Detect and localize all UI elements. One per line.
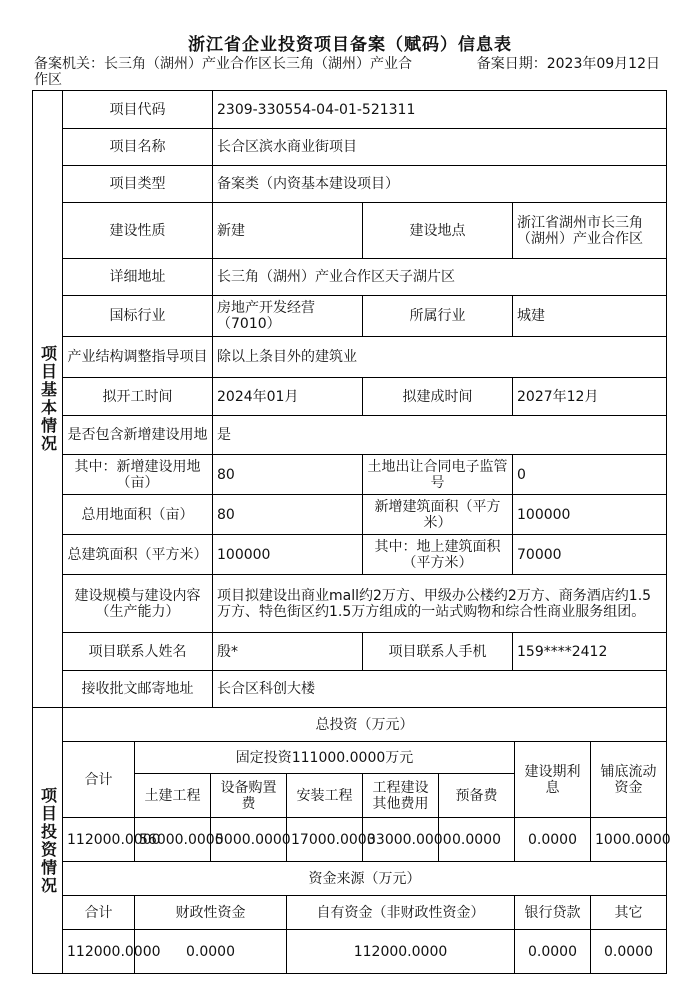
contact-label: 项目联系人姓名 bbox=[63, 633, 213, 671]
site-value: 浙江省湖州市长三角（湖州）产业合作区 bbox=[513, 203, 667, 259]
basic-section-label: 项目基本情况 bbox=[33, 91, 63, 708]
total-build-label: 总建筑面积（平方米） bbox=[63, 535, 213, 575]
invest-section-label: 项目投资情况 bbox=[33, 708, 63, 974]
date-value: 2023年09月12日 bbox=[546, 56, 660, 72]
col-install-label: 安装工程 bbox=[287, 774, 363, 818]
newland-area-value: 80 bbox=[213, 455, 363, 495]
name-label: 项目名称 bbox=[63, 129, 213, 166]
fund-source-label: 资金来源（万元） bbox=[63, 862, 667, 896]
source-value-other: 0.0000 bbox=[591, 930, 667, 974]
above-value: 70000 bbox=[513, 535, 667, 575]
finish-value: 2027年12月 bbox=[513, 378, 667, 416]
code-label: 项目代码 bbox=[63, 91, 213, 129]
new-build-value: 100000 bbox=[513, 495, 667, 535]
newland-area-label: 其中：新增建设用地（亩） bbox=[63, 455, 213, 495]
nature-value: 新建 bbox=[213, 203, 363, 259]
col-equipment-label: 设备购置费 bbox=[211, 774, 287, 818]
phone-value: 159****2412 bbox=[513, 633, 667, 671]
guide-label: 产业结构调整指导项目 bbox=[63, 337, 213, 378]
code-value: 2309-330554-04-01-521311 bbox=[213, 91, 667, 129]
scale-value: 项目拟建设出商业mall约2万方、甲级办公楼约2万方、商务酒店约1.5万方、特色街区约1.5万方组成的一站式购物和综合性商业服务组团。 bbox=[213, 575, 667, 633]
start-value: 2024年01月 bbox=[213, 378, 363, 416]
type-value: 备案类（内资基本建设项目） bbox=[213, 166, 667, 203]
filing-date bbox=[477, 56, 660, 72]
source-col-own: 自有资金（非财政性资金） bbox=[287, 896, 515, 930]
address-value: 长三角（湖州）产业合作区天子湖片区 bbox=[213, 259, 667, 296]
guide-value: 除以上条目外的建筑业 bbox=[213, 337, 667, 378]
phone-label: 项目联系人手机 bbox=[363, 633, 513, 671]
invest-value-other: 33000.0000 bbox=[363, 818, 439, 862]
invest-sum-label: 合计 bbox=[63, 742, 135, 818]
investment-table bbox=[32, 707, 671, 974]
col-reserve-label: 预备费 bbox=[439, 774, 515, 818]
contact-value: 殷* bbox=[213, 633, 363, 671]
newland-label: 是否包含新增建设用地 bbox=[63, 416, 213, 455]
finish-label: 拟建成时间 bbox=[363, 378, 513, 416]
source-value-loan: 0.0000 bbox=[515, 930, 591, 974]
type-label: 项目类型 bbox=[63, 166, 213, 203]
contract-value: 0 bbox=[513, 455, 667, 495]
basic-info-table bbox=[32, 90, 667, 708]
total-invest-label: 总投资（万元） bbox=[63, 708, 667, 742]
invest-value-install: 17000.0000 bbox=[287, 818, 363, 862]
invest-value-sum: 112000.0000 bbox=[63, 818, 135, 862]
agency-label: 备案机关： bbox=[34, 56, 104, 72]
filing-agency bbox=[34, 56, 414, 88]
contract-label: 土地出让合同电子监管号 bbox=[363, 455, 513, 495]
source-value-fiscal: 0.0000 bbox=[135, 930, 287, 974]
total-build-value: 100000 bbox=[213, 535, 363, 575]
above-label: 其中：地上建筑面积（平方米） bbox=[363, 535, 513, 575]
invest-value-interest: 0.0000 bbox=[515, 818, 591, 862]
source-col-sum: 合计 bbox=[63, 896, 135, 930]
col-civil-label: 土建工程 bbox=[135, 774, 211, 818]
working-capital-label: 铺底流动资金 bbox=[591, 742, 667, 818]
fixed-invest-label: 固定投资111000.0000万元 bbox=[135, 742, 515, 774]
document-title: 浙江省企业投资项目备案（赋码）信息表 bbox=[188, 35, 512, 55]
source-value-own: 112000.0000 bbox=[287, 930, 515, 974]
sector-value: 城建 bbox=[513, 296, 667, 337]
invest-value-reserve: 0.0000 bbox=[439, 818, 515, 862]
name-value: 长合区滨水商业街项目 bbox=[213, 129, 667, 166]
new-build-label: 新增建筑面积（平方米） bbox=[363, 495, 513, 535]
interest-label: 建设期利息 bbox=[515, 742, 591, 818]
newland-value: 是 bbox=[213, 416, 667, 455]
source-col-other: 其它 bbox=[591, 896, 667, 930]
agency-value: 长三角（湖州）产业合作区长三角（湖州）产业合作区 bbox=[34, 56, 412, 88]
total-land-value: 80 bbox=[213, 495, 363, 535]
invest-value-equipment: 5000.0000 bbox=[211, 818, 287, 862]
nature-label: 建设性质 bbox=[63, 203, 213, 259]
mail-value: 长合区科创大楼 bbox=[213, 671, 667, 708]
start-label: 拟开工时间 bbox=[63, 378, 213, 416]
invest-value-civil: 56000.0000 bbox=[135, 818, 211, 862]
sector-label: 所属行业 bbox=[363, 296, 513, 337]
source-col-fiscal: 财政性资金 bbox=[135, 896, 287, 930]
date-label: 备案日期： bbox=[476, 56, 547, 72]
mail-label: 接收批文邮寄地址 bbox=[63, 671, 213, 708]
address-label: 详细地址 bbox=[63, 259, 213, 296]
site-label: 建设地点 bbox=[363, 203, 513, 259]
source-col-loan: 银行贷款 bbox=[515, 896, 591, 930]
col-other-label: 工程建设其他费用 bbox=[363, 774, 439, 818]
scale-label: 建设规模与建设内容（生产能力） bbox=[63, 575, 213, 633]
source-value-sum: 112000.0000 bbox=[63, 930, 135, 974]
invest-value-working: 1000.0000 bbox=[591, 818, 667, 862]
industry-label: 国标行业 bbox=[63, 296, 213, 337]
industry-value: 房地产开发经营（7010） bbox=[213, 296, 363, 337]
total-land-label: 总用地面积（亩） bbox=[63, 495, 213, 535]
